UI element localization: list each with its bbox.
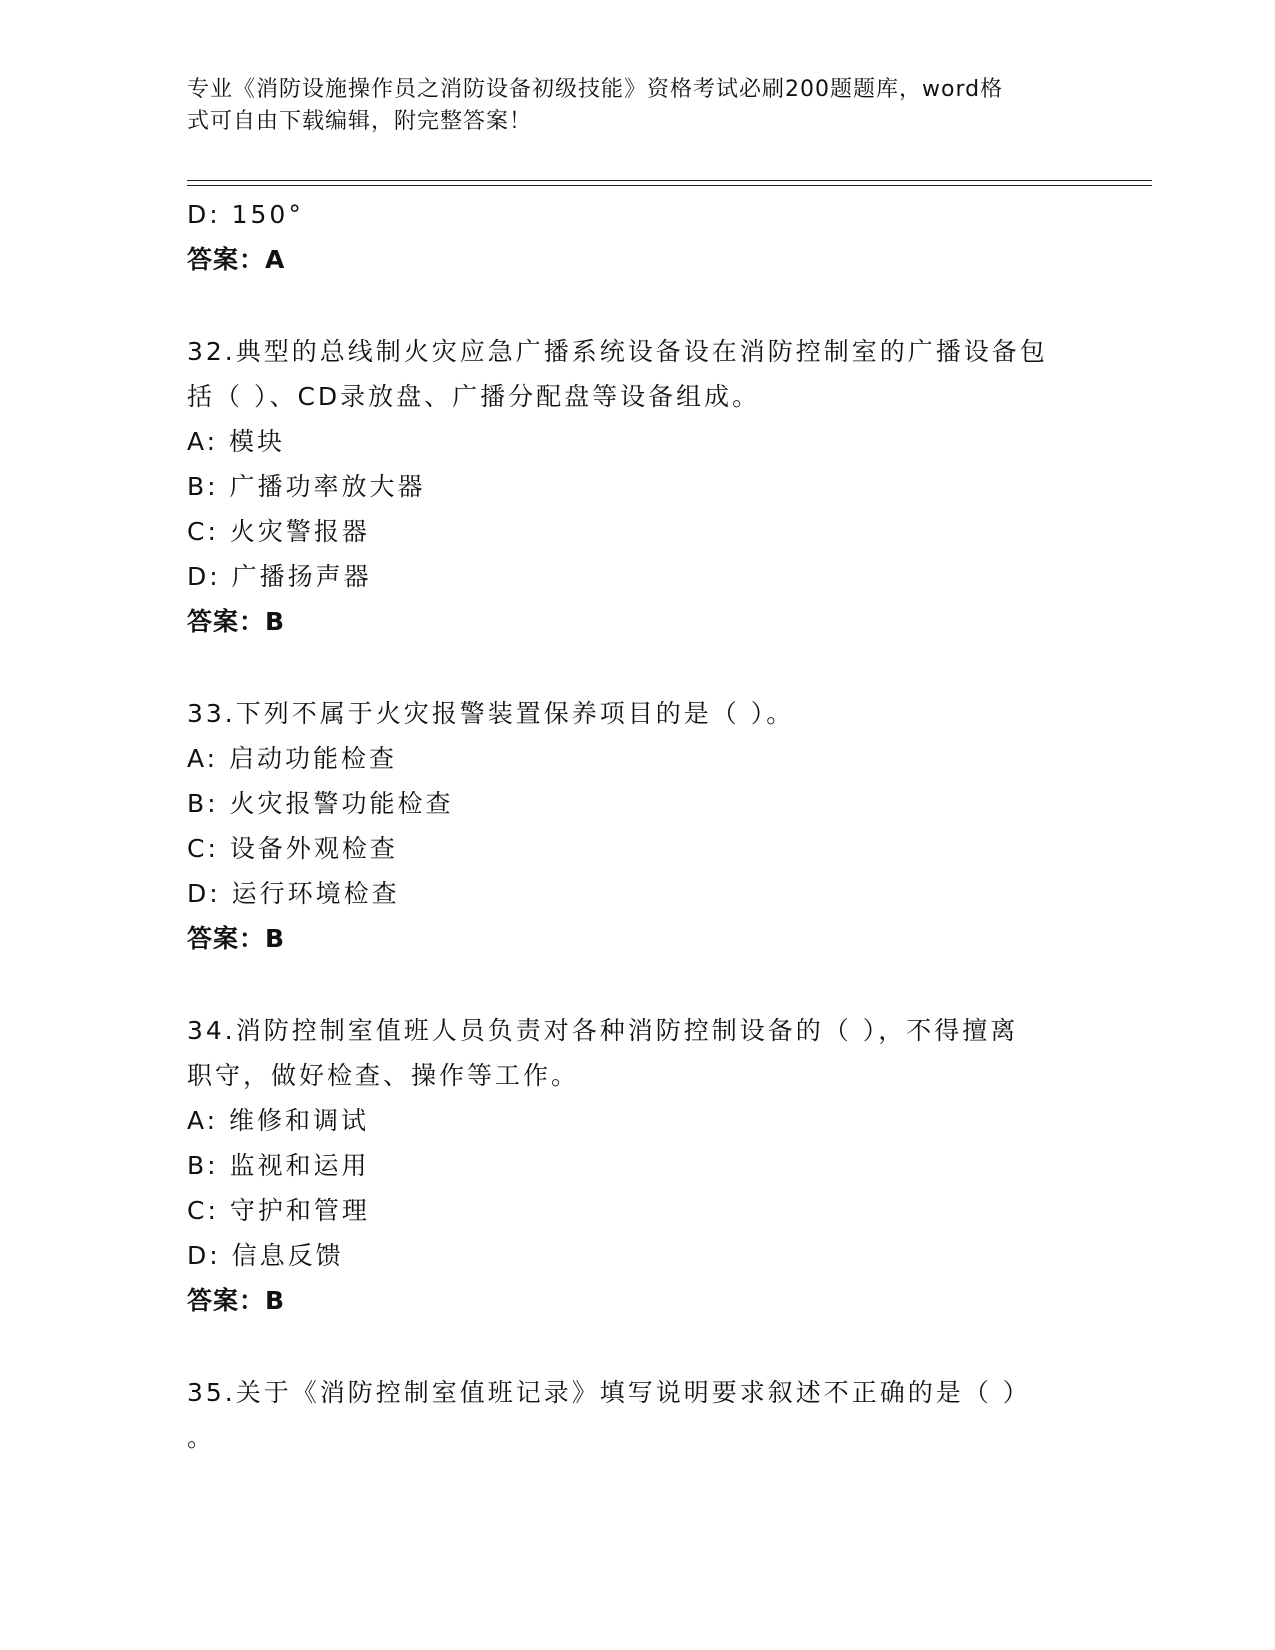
- question-34: [187, 1008, 1087, 1323]
- spacer: [187, 1323, 1087, 1370]
- prev-option-d: D: 150°: [187, 200, 304, 229]
- question-stem: 34.消防控制室值班人员负责对各种消防控制设备的（ ），不得擅离: [187, 1016, 1019, 1045]
- question-stem: 35.关于《消防控制室值班记录》填写说明要求叙述不正确的是（ ）: [187, 1378, 1031, 1407]
- prev-answer: 答案：A: [187, 245, 286, 274]
- option-c: C: 火灾警报器: [187, 517, 370, 546]
- header-divider-top: [187, 180, 1152, 181]
- question-stem: 33.下列不属于火灾报警装置保养项目的是（ ）。: [187, 699, 795, 728]
- header-title-line-1: 专业《消防设施操作员之消防设备初级技能》资格考试必刷200题题库，word格: [187, 77, 1004, 102]
- page-header: [187, 74, 1067, 138]
- answer: 答案：B: [187, 924, 286, 953]
- option-b: B: 监视和运用: [187, 1151, 370, 1180]
- option-d: D: 信息反馈: [187, 1241, 344, 1270]
- option-c: C: 设备外观检查: [187, 834, 398, 863]
- option-b: B: 广播功率放大器: [187, 472, 426, 501]
- option-d: D: 运行环境检查: [187, 879, 400, 908]
- spacer: [187, 961, 1087, 1008]
- question-35: [187, 1370, 1087, 1460]
- question-stem: 括（ ）、CD录放盘、广播分配盘等设备组成。: [187, 382, 761, 411]
- option-a: A: 模块: [187, 427, 286, 456]
- option-c: C: 守护和管理: [187, 1196, 370, 1225]
- question-stem: 32.典型的总线制火灾应急广播系统设备设在消防控制室的广播设备包: [187, 337, 1048, 366]
- answer: 答案：B: [187, 1286, 286, 1315]
- question-stem: 职守，做好检查、操作等工作。: [187, 1061, 580, 1090]
- question-content: [187, 192, 1087, 1460]
- option-a: A: 维修和调试: [187, 1106, 370, 1135]
- option-a: A: 启动功能检查: [187, 744, 398, 773]
- question-33: [187, 691, 1087, 961]
- option-d: D: 广播扬声器: [187, 562, 372, 591]
- spacer: [187, 644, 1087, 691]
- option-b: B: 火灾报警功能检查: [187, 789, 454, 818]
- header-title-line-2: 式可自由下载编辑，附完整答案！: [187, 109, 533, 134]
- question-stem: 。: [187, 1423, 216, 1452]
- spacer: [187, 282, 1087, 329]
- header-divider-bottom: [187, 185, 1152, 186]
- question-32: [187, 329, 1087, 644]
- answer: 答案：B: [187, 607, 286, 636]
